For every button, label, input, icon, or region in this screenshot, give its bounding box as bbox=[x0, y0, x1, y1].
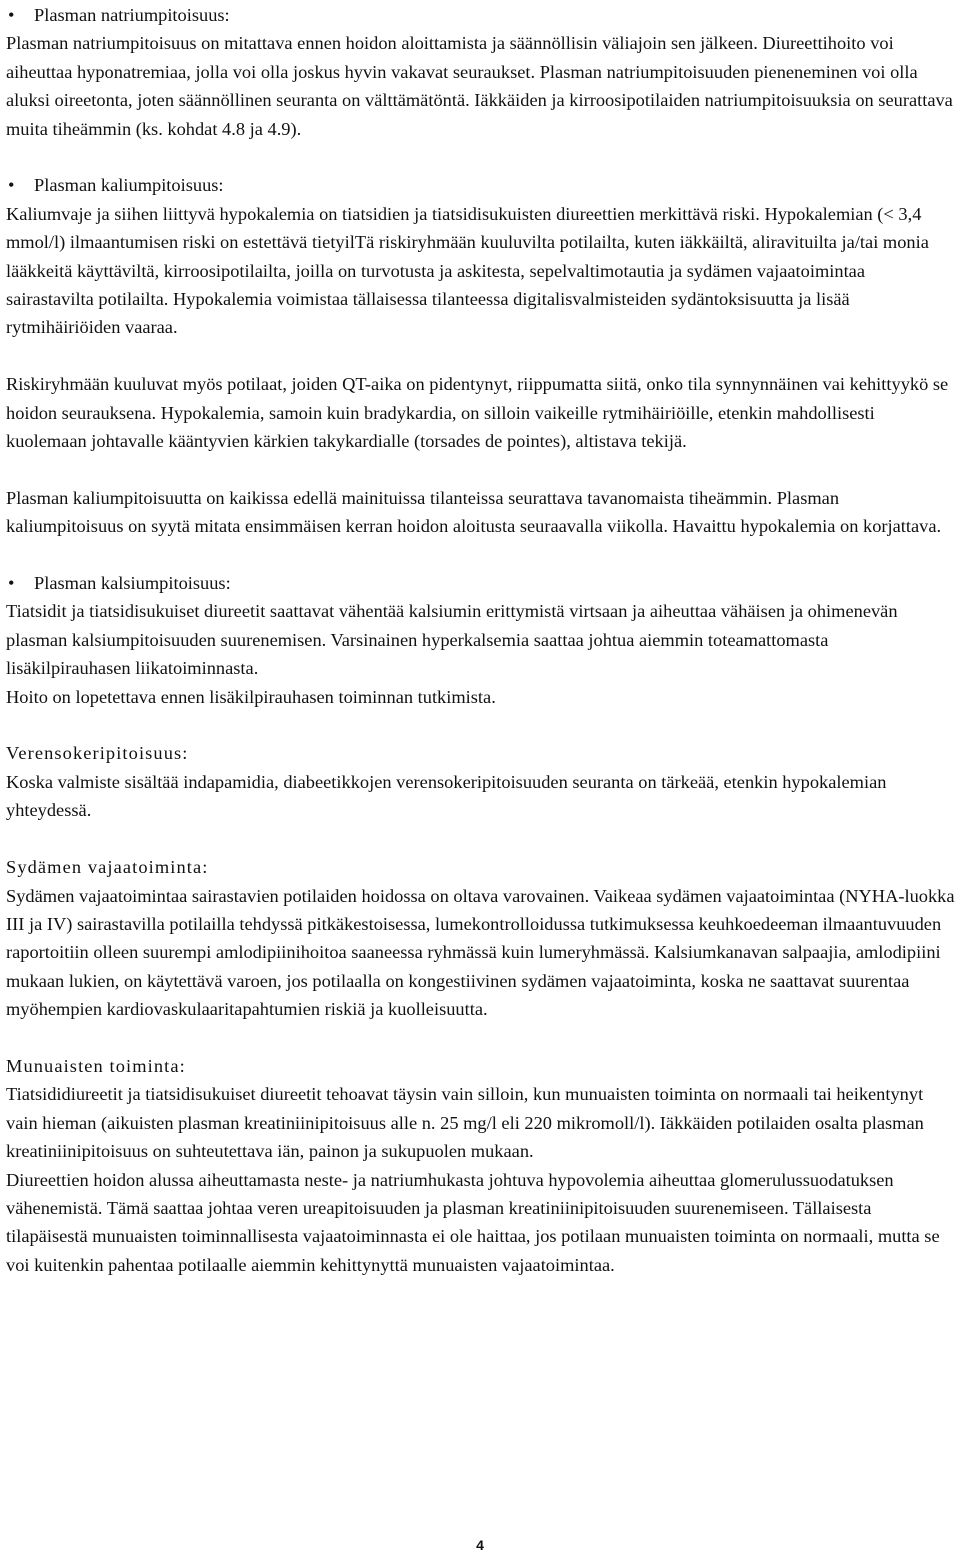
potassium-heading-text: Plasman kaliumpitoisuus: bbox=[34, 175, 224, 196]
heart-failure-heading: Sydämen vajaatoiminta: bbox=[6, 857, 209, 878]
spacer bbox=[6, 711, 956, 739]
spacer bbox=[6, 342, 956, 370]
spacer bbox=[6, 541, 956, 569]
calcium-heading-text: Plasman kalsiumpitoisuus: bbox=[34, 573, 231, 594]
kidney-paragraph-1: Tiatsididiureetit ja tiatsidisukuiset diureetit tehoavat täysin vain silloin, kun munuaisten toiminta on normaali tai heikentynyt vain hieman (aikuisten plasman kreatiniinipitoisuus alle n. 25 mg/l eli 220 mikromoll/l). Iäkkäiden potilaiden osalta plasman kreatiniinipitoisuus on suhteutettava iän, painon ja sukupuolen mukaan. bbox=[6, 1084, 924, 1162]
potassium-paragraph-3: Plasman kaliumpitoisuutta on kaikissa edellä mainituissa tilanteissa seurattava tavanomaista tiheämmin. Plasman kaliumpitoisuus on syytä mitata ensimmäisen kerran hoidon aloitusta seuraavalla viikolla. Havaittu hypokalemia on korjattava. bbox=[6, 487, 942, 537]
calcium-paragraph-1: Tiatsidit ja tiatsidisukuiset diureetit saattavat vähentää kalsiumin erittymistä virtsaan ja aiheuttaa vähäisen ja ohimenevän plasman kalsiumpitoisuuden suurenemisen. Varsinainen hyperkalsemia saattaa johtua aiemmin toteamattomasta lisäkilpirauhasen liikatoiminnasta. bbox=[6, 601, 898, 679]
glucose-paragraph: Koska valmiste sisältää indapamidia, diabeetikkojen verensokeripitoisuuden seuranta on tärkeää, etenkin hypokalemian yhteydessä. bbox=[6, 771, 887, 821]
kidney-paragraph-2: Diureettien hoidon alussa aiheuttamasta neste- ja natriumhukasta johtuva hypovolemia aiheuttaa glomerulussuodatuksen vähenemistä. Tämä saattaa johtaa veren ureapitoisuuden ja plasman kreatiniinipitoisuuden suurenemiseen. Tällaisesta tilapäisestä munuaisten toiminnallisesta vajaatoiminnasta ei ole haittaa, jos potilaan munuaisten toiminta on normaali, mutta se voi kuitenkin pahentaa potilaalle aiemmin kehittynyttä munuaisten vajaatoimintaa. bbox=[6, 1169, 940, 1275]
bullet-icon: • bbox=[8, 5, 15, 25]
page-number: 4 bbox=[476, 1537, 484, 1553]
calcium-paragraph-2: Hoito on lopetettava ennen lisäkilpirauhasen toiminnan tutkimista. bbox=[6, 686, 496, 707]
bullet-icon: • bbox=[8, 573, 15, 594]
spacer bbox=[6, 1024, 956, 1052]
spacer bbox=[6, 455, 956, 483]
sodium-paragraph: Plasman natriumpitoisuus on mitattava ennen hoidon aloittamista ja säännöllisin väliajoin sen jälkeen. Diureettihoito voi aiheuttaa hyponatremiaa, jolla voi olla joskus hyvin vakavat seuraukset. Plasman natriumpitoisuuden pieneneminen voi olla aluksi oireetonta, joten säännöllinen seuranta on välttämätöntä. Iäkkäiden ja kirroosipotilaiden natriumpitoisuuksia on seurattava muita tiheämmin (ks. kohdat 4.8 ja 4.9). bbox=[6, 33, 953, 139]
spacer bbox=[6, 825, 956, 853]
glucose-heading: Verensokeripitoisuus: bbox=[6, 743, 189, 764]
heart-failure-paragraph: Sydämen vajaatoimintaa sairastavien potilaiden hoidossa on oltava varovainen. Vaikeaa sydämen vajaatoimintaa (NYHA-luokka III ja IV) sairastavilla potilailla tehdyssä pitkäkestoisessa, lumekontrolloidussa tutkimuksessa keuhkoedeeman ilmaantuvuuden raportoitiin olleen suurempi amlodipiinihoitoa saaneessa ryhmässä kuin lumeryhmässä. Kalsiumkanavan salpaajia, amlodipiini mukaan lukien, on käytettävä varoen, jos potilaalla on kongestiivinen sydämen vajaatoiminta, koska ne saattavat suurentaa myöhempien kardiovaskulaaritapahtumien riskiä ja kuolleisuutta. bbox=[6, 885, 955, 1020]
calcium-heading bbox=[6, 569, 956, 597]
sodium-heading bbox=[6, 1, 956, 29]
spacer bbox=[6, 143, 956, 171]
potassium-paragraph-2: Riskiryhmään kuuluvat myös potilaat, joiden QT-aika on pidentynyt, riippumatta siitä, onko tila synnynnäinen vai kehittyykö se hoidon seurauksena. Hypokalemia, samoin kuin bradykardia, on silloin vaikeille rytmihäiriöille, etenkin mahdollisesti kuolemaan johtavalle kääntyvien kärkien takykardialle (torsades de pointes), altistava tekijä. bbox=[6, 374, 949, 452]
sodium-heading-text: Plasman natriumpitoisuus: bbox=[34, 5, 230, 25]
kidney-function-heading: Munuaisten toiminta: bbox=[6, 1055, 186, 1076]
document-page bbox=[6, 1, 956, 1279]
bullet-icon: • bbox=[8, 175, 15, 196]
potassium-paragraph-1: Kaliumvaje ja siihen liittyvä hypokalemia on tiatsidien ja tiatsidisukuisten diureettien merkittävä riski. Hypokalemian (< 3,4 mmol/l) ilmaantumisen riski on estettävä tietyilTä riskiryhmään kuuluvilta potilailta, kuten iäkkäiltä, aliravituilta ja/tai monia lääkkeitä käyttäviltä, kirroosipotilailta, joilla on turvotusta ja askitesta, sepelvaltimotautia ja sydämen vajaatoimintaa sairastavilta potilailta. Hypokalemia voimistaa tällaisessa tilanteessa digitalisvalmisteiden sydäntoksisuutta ja lisää rytmihäiriöiden vaaraa. bbox=[6, 203, 929, 338]
potassium-heading bbox=[6, 171, 956, 199]
